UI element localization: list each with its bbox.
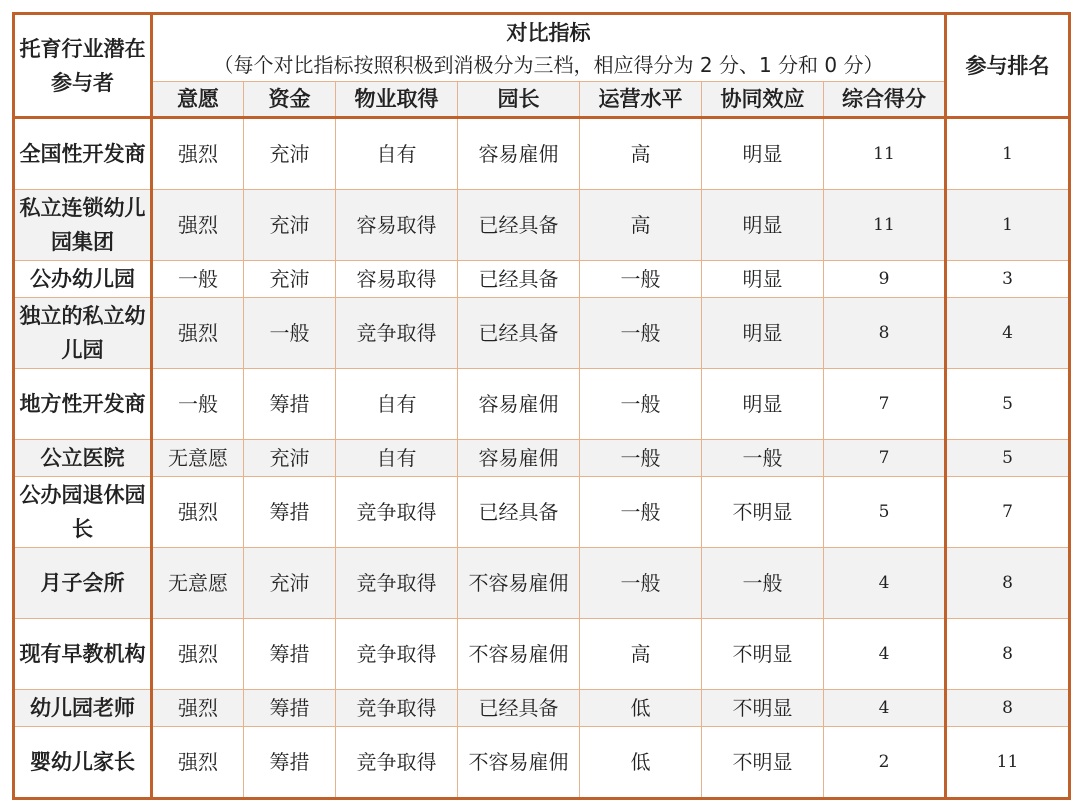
operation-cell: 一般 bbox=[580, 440, 702, 477]
table-row bbox=[14, 369, 1070, 440]
score-cell: 11 bbox=[824, 118, 946, 190]
willingness-cell: 强烈 bbox=[152, 727, 244, 799]
synergy-cell: 一般 bbox=[702, 548, 824, 619]
synergy-cell: 明显 bbox=[702, 261, 824, 298]
principal-cell: 已经具备 bbox=[458, 690, 580, 727]
funding-cell: 充沛 bbox=[244, 118, 336, 190]
score-cell: 4 bbox=[824, 690, 946, 727]
principal-cell: 容易雇佣 bbox=[458, 440, 580, 477]
participant-column-header: 托育行业潜在参与者 bbox=[14, 14, 152, 118]
score-cell: 4 bbox=[824, 619, 946, 690]
synergy-cell: 不明显 bbox=[702, 727, 824, 799]
funding-cell: 筹措 bbox=[244, 690, 336, 727]
willingness-cell: 无意愿 bbox=[152, 440, 244, 477]
synergy-cell: 不明显 bbox=[702, 690, 824, 727]
rank-cell: 11 bbox=[946, 727, 1070, 799]
principal-cell: 已经具备 bbox=[458, 190, 580, 261]
sub-column-header: 协同效应 bbox=[702, 82, 824, 118]
principal-cell: 不容易雇佣 bbox=[458, 619, 580, 690]
indicator-title: 对比指标 bbox=[506, 21, 591, 45]
participant-name: 月子会所 bbox=[14, 548, 152, 619]
willingness-cell: 强烈 bbox=[152, 619, 244, 690]
rank-column-header: 参与排名 bbox=[946, 14, 1070, 118]
property-cell: 竞争取得 bbox=[336, 477, 458, 548]
indicator-subtitle: （每个对比指标按照积极到消极分为三档，相应得分为 2 分、1 分和 0 分） bbox=[213, 53, 884, 77]
willingness-cell: 一般 bbox=[152, 261, 244, 298]
operation-cell: 低 bbox=[580, 690, 702, 727]
table-row bbox=[14, 440, 1070, 477]
synergy-cell: 不明显 bbox=[702, 619, 824, 690]
participant-name: 公办幼儿园 bbox=[14, 261, 152, 298]
sub-column-header: 综合得分 bbox=[824, 82, 946, 118]
table-body bbox=[14, 118, 1070, 799]
synergy-cell: 明显 bbox=[702, 118, 824, 190]
property-cell: 自有 bbox=[336, 369, 458, 440]
property-cell: 自有 bbox=[336, 118, 458, 190]
participant-name: 全国性开发商 bbox=[14, 118, 152, 190]
operation-cell: 低 bbox=[580, 727, 702, 799]
table-row bbox=[14, 690, 1070, 727]
property-cell: 容易取得 bbox=[336, 261, 458, 298]
property-cell: 竞争取得 bbox=[336, 619, 458, 690]
sub-column-header: 物业取得 bbox=[336, 82, 458, 118]
rank-cell: 5 bbox=[946, 440, 1070, 477]
table-row bbox=[14, 190, 1070, 261]
property-cell: 竞争取得 bbox=[336, 548, 458, 619]
comparison-table bbox=[12, 12, 1071, 800]
willingness-cell: 无意愿 bbox=[152, 548, 244, 619]
operation-cell: 一般 bbox=[580, 369, 702, 440]
willingness-cell: 强烈 bbox=[152, 118, 244, 190]
participant-name: 独立的私立幼儿园 bbox=[14, 298, 152, 369]
funding-cell: 充沛 bbox=[244, 261, 336, 298]
table-row bbox=[14, 298, 1070, 369]
property-cell: 容易取得 bbox=[336, 190, 458, 261]
principal-cell: 容易雇佣 bbox=[458, 118, 580, 190]
property-cell: 自有 bbox=[336, 440, 458, 477]
operation-cell: 高 bbox=[580, 190, 702, 261]
synergy-cell: 明显 bbox=[702, 298, 824, 369]
table-row bbox=[14, 548, 1070, 619]
funding-cell: 筹措 bbox=[244, 727, 336, 799]
operation-cell: 一般 bbox=[580, 548, 702, 619]
table-row bbox=[14, 619, 1070, 690]
rank-cell: 3 bbox=[946, 261, 1070, 298]
principal-cell: 已经具备 bbox=[458, 477, 580, 548]
table-row bbox=[14, 477, 1070, 548]
funding-cell: 筹措 bbox=[244, 369, 336, 440]
property-cell: 竞争取得 bbox=[336, 298, 458, 369]
score-cell: 4 bbox=[824, 548, 946, 619]
score-cell: 11 bbox=[824, 190, 946, 261]
funding-cell: 筹措 bbox=[244, 619, 336, 690]
property-cell: 竞争取得 bbox=[336, 727, 458, 799]
principal-cell: 已经具备 bbox=[458, 298, 580, 369]
principal-cell: 容易雇佣 bbox=[458, 369, 580, 440]
operation-cell: 一般 bbox=[580, 261, 702, 298]
participant-name: 私立连锁幼儿园集团 bbox=[14, 190, 152, 261]
synergy-cell: 明显 bbox=[702, 190, 824, 261]
willingness-cell: 强烈 bbox=[152, 477, 244, 548]
participant-name: 地方性开发商 bbox=[14, 369, 152, 440]
score-cell: 9 bbox=[824, 261, 946, 298]
score-cell: 7 bbox=[824, 440, 946, 477]
rank-cell: 8 bbox=[946, 548, 1070, 619]
score-cell: 8 bbox=[824, 298, 946, 369]
table-row bbox=[14, 261, 1070, 298]
sub-column-header: 意愿 bbox=[152, 82, 244, 118]
rank-cell: 5 bbox=[946, 369, 1070, 440]
funding-cell: 充沛 bbox=[244, 548, 336, 619]
participant-name: 婴幼儿家长 bbox=[14, 727, 152, 799]
willingness-cell: 强烈 bbox=[152, 690, 244, 727]
funding-cell: 一般 bbox=[244, 298, 336, 369]
table-row bbox=[14, 118, 1070, 190]
operation-cell: 一般 bbox=[580, 477, 702, 548]
score-cell: 5 bbox=[824, 477, 946, 548]
funding-cell: 充沛 bbox=[244, 190, 336, 261]
operation-cell: 一般 bbox=[580, 298, 702, 369]
sub-column-header: 资金 bbox=[244, 82, 336, 118]
funding-cell: 筹措 bbox=[244, 477, 336, 548]
participant-name: 现有早教机构 bbox=[14, 619, 152, 690]
participant-name: 幼儿园老师 bbox=[14, 690, 152, 727]
rank-cell: 1 bbox=[946, 118, 1070, 190]
score-cell: 7 bbox=[824, 369, 946, 440]
principal-cell: 已经具备 bbox=[458, 261, 580, 298]
synergy-cell: 明显 bbox=[702, 369, 824, 440]
operation-cell: 高 bbox=[580, 619, 702, 690]
funding-cell: 充沛 bbox=[244, 440, 336, 477]
willingness-cell: 强烈 bbox=[152, 298, 244, 369]
rank-cell: 8 bbox=[946, 690, 1070, 727]
participant-name: 公立医院 bbox=[14, 440, 152, 477]
rank-cell: 8 bbox=[946, 619, 1070, 690]
sub-column-header: 运营水平 bbox=[580, 82, 702, 118]
score-cell: 2 bbox=[824, 727, 946, 799]
willingness-cell: 一般 bbox=[152, 369, 244, 440]
rank-cell: 7 bbox=[946, 477, 1070, 548]
rank-cell: 4 bbox=[946, 298, 1070, 369]
principal-cell: 不容易雇佣 bbox=[458, 548, 580, 619]
willingness-cell: 强烈 bbox=[152, 190, 244, 261]
property-cell: 竞争取得 bbox=[336, 690, 458, 727]
synergy-cell: 一般 bbox=[702, 440, 824, 477]
rank-cell: 1 bbox=[946, 190, 1070, 261]
sub-column-header: 园长 bbox=[458, 82, 580, 118]
operation-cell: 高 bbox=[580, 118, 702, 190]
principal-cell: 不容易雇佣 bbox=[458, 727, 580, 799]
synergy-cell: 不明显 bbox=[702, 477, 824, 548]
indicator-header bbox=[152, 14, 946, 82]
table-row bbox=[14, 727, 1070, 799]
sub-header-row bbox=[14, 82, 1070, 118]
participant-name: 公办园退休园长 bbox=[14, 477, 152, 548]
